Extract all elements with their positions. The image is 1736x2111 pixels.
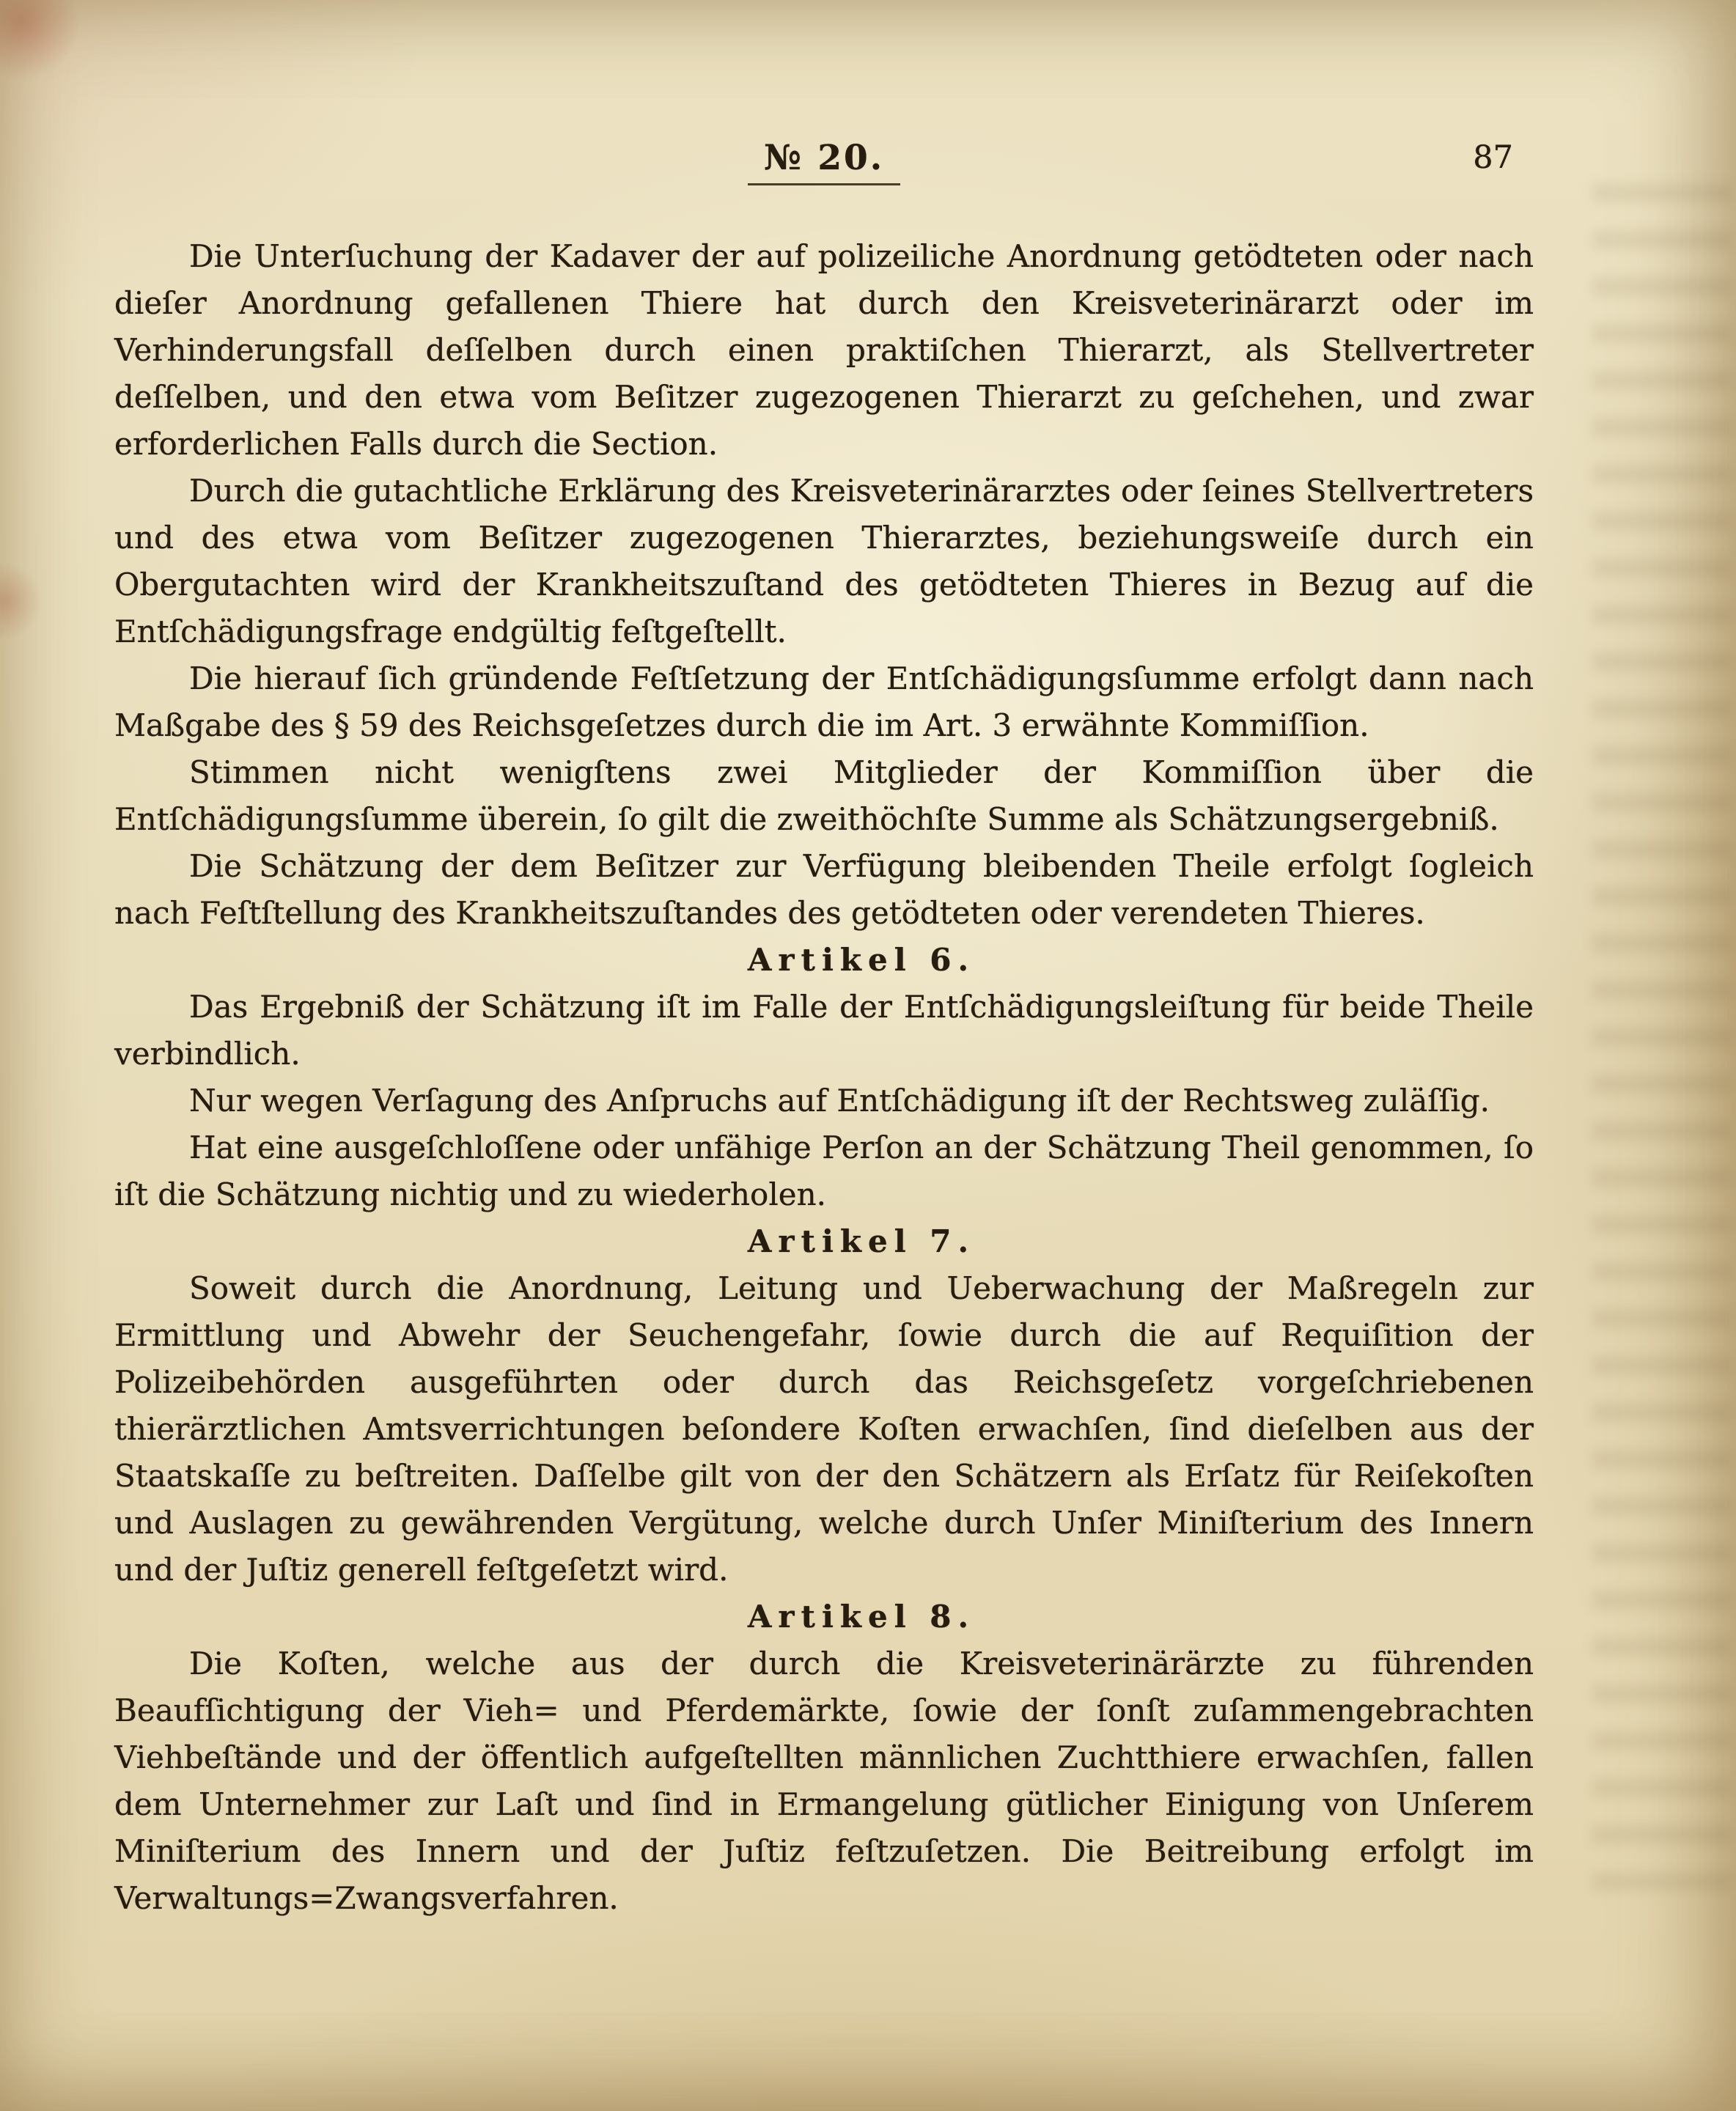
reverse-side-bleed-through <box>1592 183 1732 1906</box>
article-heading-8: Artikel 8. <box>747 1599 976 1635</box>
paragraph: Die Unterſuchung der Kadaver der auf polizeiliche Anordnung getödteten oder nach dieſer Anordnung gefallenen Thiere hat durch den Kreisveterinärarzt oder im Verhinderungsfall deſſelben durch einen praktiſchen Thierarzt, als Stellvertreter deſſelben, und den etwa vom Beſitzer zugezogenen Thierarzt zu geſchehen, und zwar erforderlichen Falls durch die Section. <box>114 238 1534 462</box>
paragraph: Das Ergebniß der Schätzung iſt im Falle der Entſchädigungsleiſtung für beide Theile verbindlich. <box>114 989 1534 1072</box>
paragraph: Die Koſten, welche aus der durch die Kreisveterinärärzte zu führenden Beaufſichtigung der Vieh= und Pferdemärkte, ſowie der ſonſt zuſammengebrachten Viehbeſtände und der öffentlich aufgeſtellten männlichen Zuchtthiere erwachſen, fallen dem Unternehmer zur Laſt und ſind in Ermangelung gütlicher Einigung von Unſerem Miniſterium des Innern und der Juſtiz feſtzuſetzen. Die Beitreibung erfolgt im Verwaltungs=Zwangsverfahren. <box>114 1646 1534 1916</box>
paragraph: Nur wegen Verſagung des Anſpruchs auf Entſchädigung iſt der Rechtsweg zuläſſig. <box>189 1083 1490 1119</box>
paragraph: Soweit durch die Anordnung, Leitung und Ueberwachung der Maßregeln zur Ermittlung und Abwehr der Seuchengefahr, ſowie durch die auf Requiſition der Polizeibehörden ausgeführten oder durch das Reichsgeſetz vorgeſchriebenen thierärztlichen Amtsverrichtungen beſondere Koſten erwachſen, ſind dieſelben aus der Staatskaſſe zu beſtreiten. Daſſelbe gilt von der den Schätzern als Erſatz für Reiſekoſten und Auslagen zu gewährenden Vergütung, welche durch Unſer Miniſterium des Innern und der Juſtiz generell feſtgeſetzt wird. <box>114 1270 1534 1588</box>
page-number: 87 <box>1473 139 1513 176</box>
paragraph: Durch die gutachtliche Erklärung des Kreisveterinärarztes oder ſeines Stellvertreters und des etwa vom Beſitzer zugezogenen Thierarztes, beziehungsweiſe durch ein Obergutachten wird der Krankheitszuſtand des getödteten Thieres in Bezug auf die Entſchädigungsfrage endgültig feſtgeſtellt. <box>114 473 1534 649</box>
page-header <box>114 138 1534 196</box>
paragraph: Stimmen nicht wenigſtens zwei Mitglieder der Kommiſſion über die Entſchädigungsſumme überein, ſo gilt die zweithöchſte Summe als Schätzungsergebniß. <box>114 754 1534 837</box>
article-heading-7: Artikel 7. <box>747 1223 976 1259</box>
page-body <box>114 233 1534 1922</box>
paragraph: Die Schätzung der dem Beſitzer zur Verfügung bleibenden Theile erfolgt ſogleich nach Feſtſtellung des Krankheitszuſtandes des getödteten oder verendeten Thieres. <box>114 848 1534 931</box>
paragraph: Hat eine ausgeſchloſſene oder unfähige Perſon an der Schätzung Theil genommen, ſo iſt die Schätzung nichtig und zu wiederholen. <box>114 1130 1534 1212</box>
paragraph: Die hierauf ſich gründende Feſtſetzung der Entſchädigungsſumme erfolgt dann nach Maßgabe des § 59 des Reichsgeſetzes durch die im Art. 3 erwähnte Kommiſſion. <box>114 660 1534 743</box>
article-heading-6: Artikel 6. <box>747 942 976 978</box>
issue-number: № 20. <box>748 138 900 185</box>
